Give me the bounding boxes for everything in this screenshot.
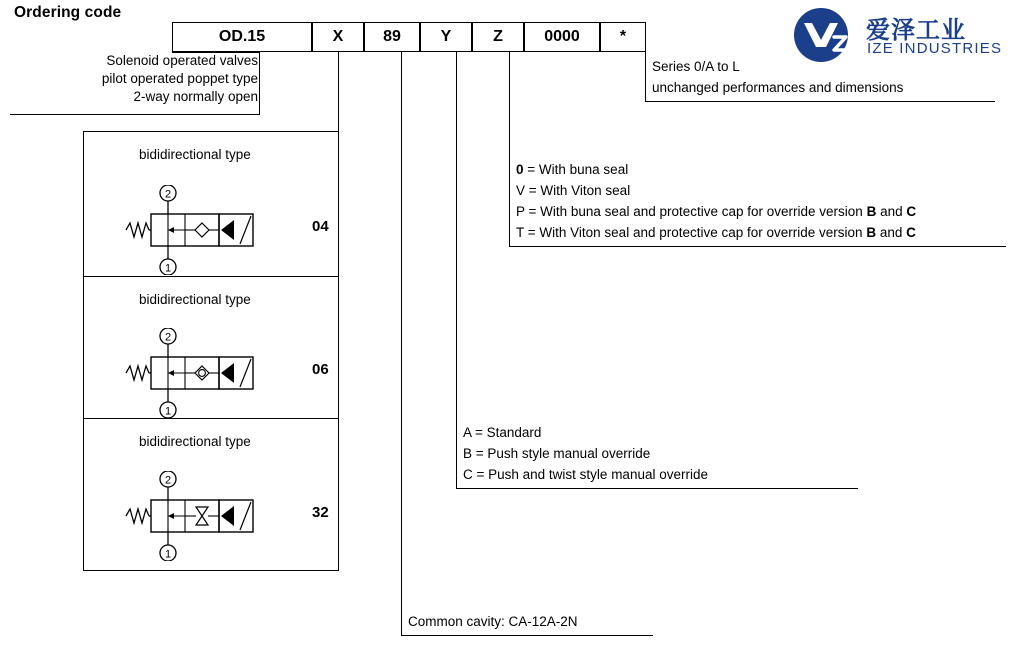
- svg-text:2: 2: [164, 474, 172, 487]
- code-cell-z: Z: [472, 22, 524, 52]
- code-cell-y: Y: [420, 22, 472, 52]
- left-description-line-1: Solenoid operated valves: [106, 53, 258, 68]
- symbol-label-32: bididirectional type: [139, 434, 251, 449]
- seal-option-t-bold-c: C: [906, 225, 916, 240]
- svg-text:1: 1: [164, 548, 172, 561]
- seal-option-p-mid: and: [876, 204, 907, 219]
- seal-options-leader-vertical: [509, 52, 510, 246]
- series-note-leader-vertical: [645, 52, 646, 101]
- seal-option-t-bold-b: B: [866, 225, 877, 240]
- symbol-code-04: 04: [312, 218, 329, 235]
- symbol-divider-mid-1: [83, 276, 339, 277]
- seal-option-p-bold-c: C: [906, 204, 917, 219]
- seal-option-p-bold-b: B: [866, 204, 877, 219]
- page-title: Ordering code: [14, 4, 122, 21]
- seal-option-line-4: [516, 224, 916, 242]
- cavity-note-leader-vertical: [401, 52, 402, 635]
- company-logo: [790, 6, 1025, 64]
- override-option-line-1: A = Standard: [463, 425, 542, 440]
- symbol-divider-bottom: [83, 570, 339, 571]
- logo-text-cn: 爱泽工业: [866, 16, 966, 44]
- symbol-divider-top: [83, 131, 339, 132]
- valve-symbol-06: [118, 328, 298, 418]
- svg-text:2: 2: [164, 188, 172, 201]
- override-options-leader-vertical: [456, 52, 457, 488]
- code-cell-asterisk: *: [600, 22, 646, 52]
- seal-option-key-p: P: [516, 204, 525, 219]
- override-option-line-3: C = Push and twist style manual override: [463, 467, 708, 482]
- seal-option-line-2: [516, 182, 630, 200]
- symbol-label-06: bididirectional type: [139, 292, 251, 307]
- seal-option-line-1: [516, 161, 628, 179]
- code-cell-x: X: [312, 22, 364, 52]
- cavity-note-text: Common cavity: CA-12A-2N: [408, 614, 578, 629]
- left-description: [20, 52, 258, 106]
- ordering-code-row: [172, 22, 646, 52]
- symbol-table-left-border: [83, 131, 84, 571]
- seal-option-text-p: = With buna seal and protective cap for override version: [524, 204, 867, 219]
- svg-text:1: 1: [164, 405, 172, 418]
- seal-options-underline: [509, 246, 1006, 247]
- symbol-label-04: bididirectional type: [139, 147, 251, 162]
- series-note-line-2: unchanged performances and dimensions: [652, 80, 904, 95]
- symbol-divider-mid-2: [83, 418, 339, 419]
- seal-option-key-t: T: [516, 225, 525, 240]
- seal-option-t-mid: and: [876, 225, 907, 240]
- seal-option-text-0: = With buna seal: [523, 162, 629, 177]
- logo-text-en: IZE INDUSTRIES: [867, 40, 1003, 57]
- left-description-line-3: 2-way normally open: [133, 89, 258, 104]
- valve-symbol-32: [118, 471, 298, 561]
- code-cell-0000: 0000: [524, 22, 600, 52]
- code-cell-89: 89: [364, 22, 420, 52]
- symbol-code-32: 32: [312, 504, 329, 521]
- cavity-note-underline: [401, 635, 653, 636]
- seal-option-key-0: 0: [516, 162, 524, 177]
- seal-option-text-v: = With Viton seal: [525, 183, 631, 198]
- left-description-underline: [10, 114, 260, 115]
- series-note-underline: [645, 101, 995, 102]
- seal-option-text-t: = With Viton seal and protective cap for override version: [524, 225, 867, 240]
- override-option-line-2: B = Push style manual override: [463, 446, 651, 461]
- logo-mark-icon: [790, 6, 856, 64]
- valve-symbol-04: [118, 185, 298, 275]
- series-note-line-1: Series 0/A to L: [652, 59, 740, 74]
- symbols-leader-vertical: [338, 52, 339, 571]
- left-description-leader-vertical: [259, 52, 260, 114]
- code-cell-model: OD.15: [172, 22, 312, 52]
- svg-text:1: 1: [164, 262, 172, 275]
- symbol-code-06: 06: [312, 361, 329, 378]
- seal-option-line-3: [516, 203, 916, 221]
- svg-text:2: 2: [164, 331, 172, 344]
- override-options-underline: [456, 488, 858, 489]
- left-description-leader-horizontal: [172, 52, 260, 53]
- left-description-line-2: pilot operated poppet type: [101, 71, 258, 86]
- seal-option-key-v: V: [516, 183, 526, 198]
